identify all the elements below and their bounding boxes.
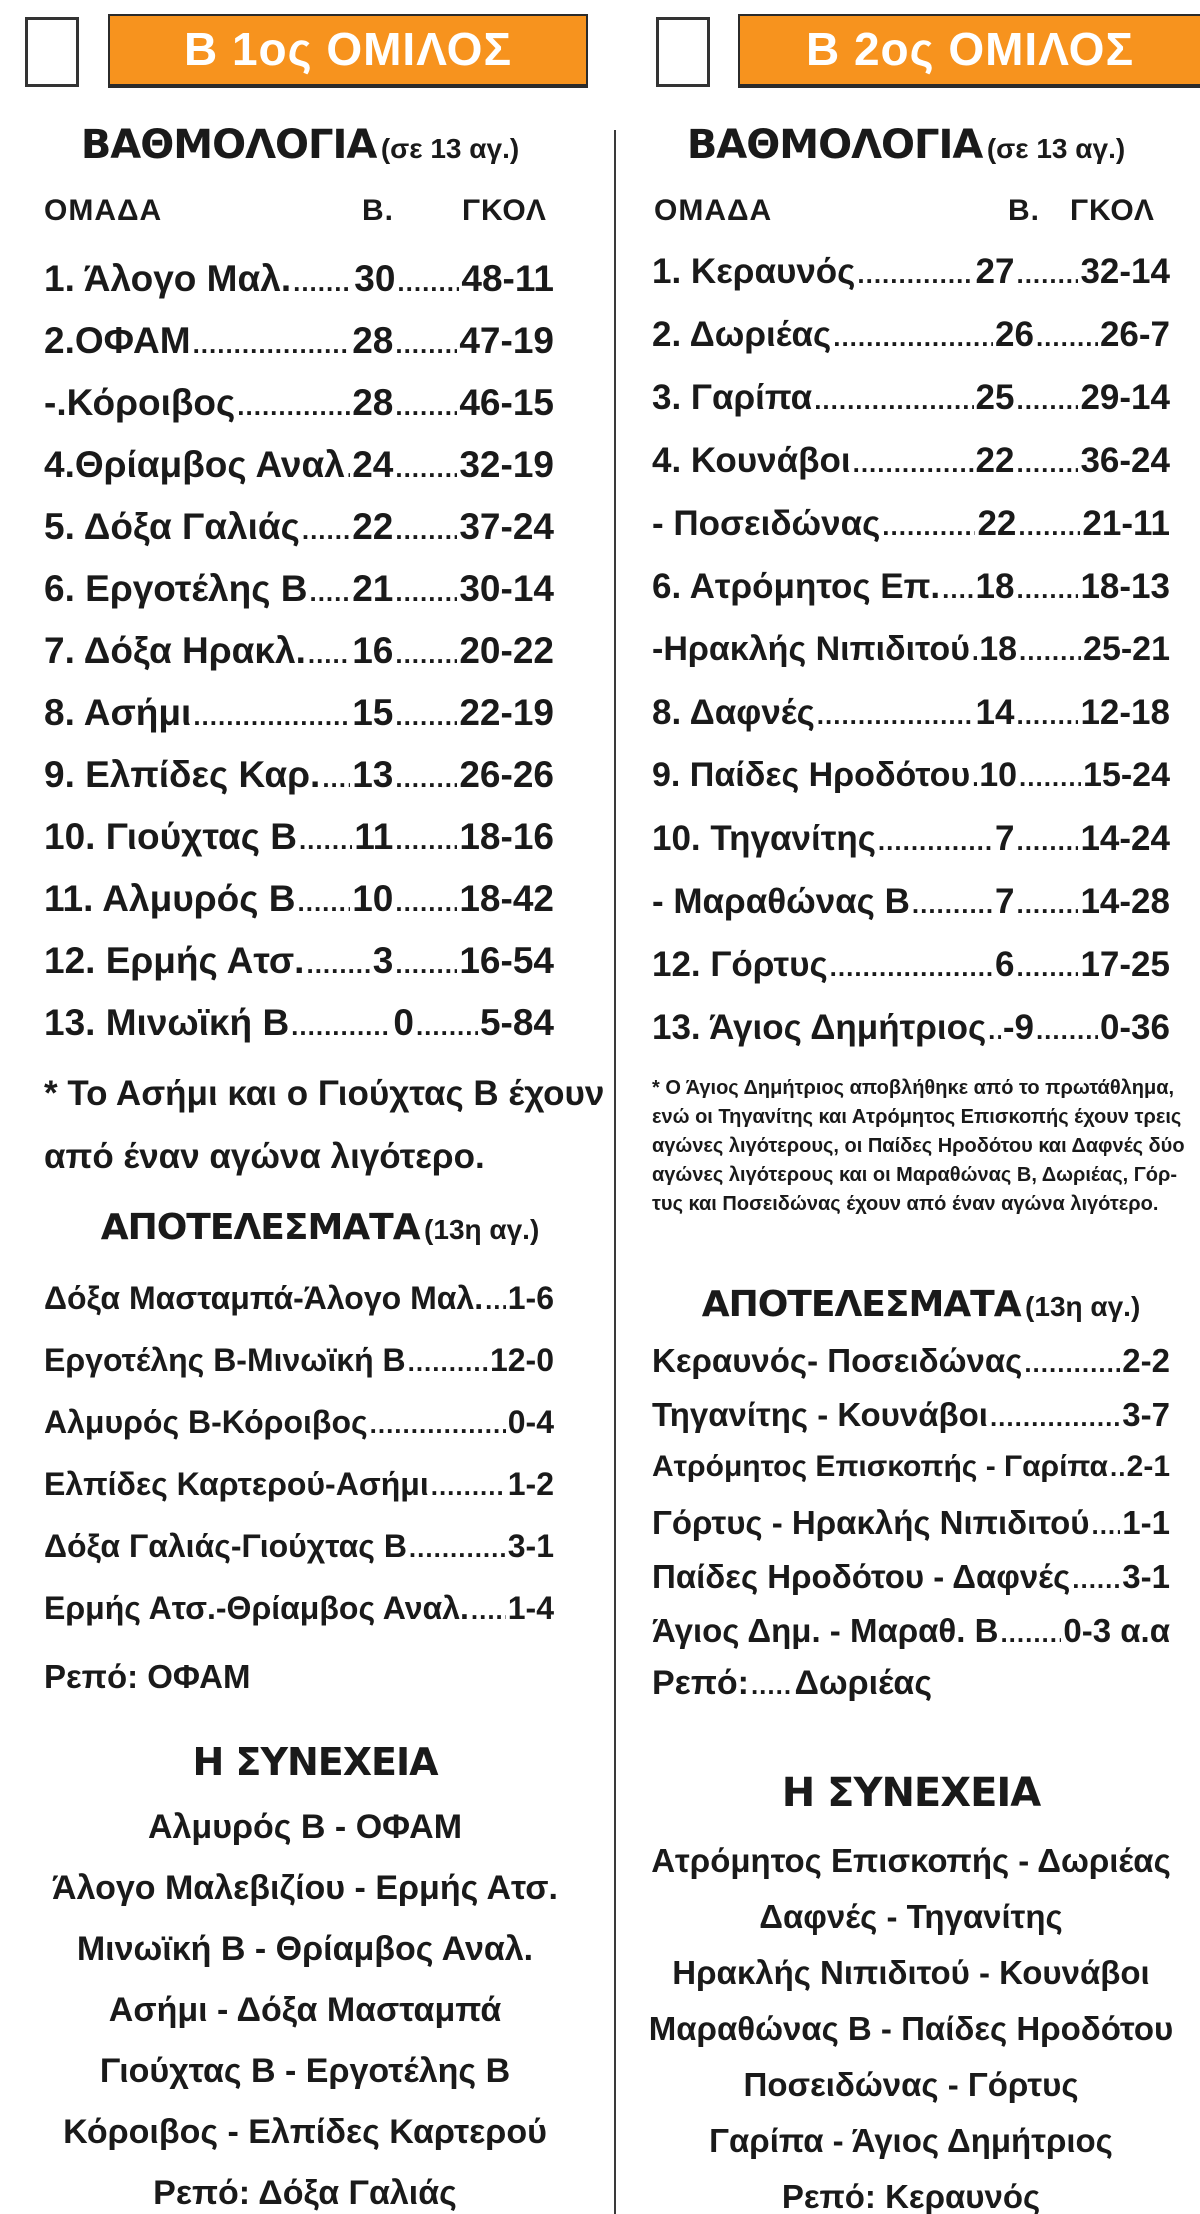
match-score: 1-6 [507, 1280, 554, 1316]
team-name: 2.ΟΦΑΜ [44, 320, 191, 361]
match-score: 3-1 [1122, 1558, 1170, 1595]
team-name: 7. Δόξα Ηρακλ. [44, 630, 306, 671]
match-score: 2-2 [1122, 1342, 1170, 1379]
leader-dots [416, 1011, 478, 1042]
team-goals: 26-26 [459, 754, 554, 795]
team-name: 6. Εργοτέλης Β [44, 568, 308, 609]
leader-dots [1110, 1452, 1125, 1483]
note-line: τυς και Ποσειδώνας έχουν από έναν αγώνα λιγότερο. [652, 1193, 1159, 1215]
standings-row [44, 382, 554, 438]
team-name: 1. Άλογο Μαλ. [44, 258, 292, 299]
team-points: 6 [995, 945, 1015, 984]
team-name: 2. Δωριέας [652, 315, 832, 354]
group2-note [652, 1074, 1185, 1219]
leader-dots [322, 763, 350, 794]
team-name: 1. Κεραυνός [652, 252, 856, 291]
team-points: 13 [352, 754, 394, 795]
team-goals: 22-19 [459, 692, 554, 733]
leader-dots [193, 329, 351, 360]
column-divider [614, 130, 616, 2214]
standings-row [44, 320, 554, 376]
leader-dots [853, 448, 974, 479]
team-name: 9. Παίδες Ηροδότου [652, 756, 971, 794]
team-goals: 18-13 [1080, 567, 1170, 606]
team-points: 14 [975, 693, 1015, 732]
leader-dots [302, 515, 350, 546]
team-name: 12. Ερμής Ατσ. [44, 940, 305, 981]
leader-dots [814, 385, 973, 416]
leader-dots [1000, 1618, 1061, 1649]
group2-next-title [622, 1770, 1200, 1816]
team-goals: 26-7 [1099, 315, 1170, 354]
leader-dots [370, 1409, 506, 1440]
match-score: 1-1 [1122, 1504, 1170, 1541]
group2-results-title [622, 1284, 1200, 1325]
team-points: 18 [979, 630, 1018, 668]
leader-dots [395, 949, 457, 980]
leader-dots [395, 825, 457, 856]
leader-dots [395, 701, 457, 732]
match-teams: Κεραυνός- Ποσειδώνας [652, 1342, 1023, 1379]
team-name: 3. Γαρίπα [652, 378, 813, 417]
team-points: 7 [995, 819, 1015, 858]
results-title-text: ΑΠΟΤΕΛΕΣΜΑΤΑ [701, 1284, 1021, 1325]
note-line: αγώνες λιγότερους, οι Παίδες Ηροδότου και Δαφνές δύο [652, 1135, 1185, 1157]
team-points: -9 [1002, 1008, 1034, 1047]
note-line: * Ο Άγιος Δημήτριος αποβλήθηκε από το πρωτάθλημα, [652, 1077, 1175, 1099]
rest-label: Ρεπό: [652, 1664, 749, 1702]
match-teams: Παίδες Ηροδότου - Δαφνές [652, 1558, 1071, 1595]
group1-next-title [0, 1740, 610, 1784]
result-row [652, 1342, 1170, 1398]
match-teams: Δόξα Μασταμπά-Άλογο Μαλ. [44, 1280, 484, 1316]
team-name: 8. Δαφνές [652, 693, 815, 732]
group1-results-title [0, 1207, 610, 1248]
leader-dots [830, 952, 993, 983]
standings-title-text: ΒΑΘΜΟΛΟΓΙΑ [686, 122, 983, 168]
leader-dots [990, 1402, 1120, 1433]
leader-dots [395, 515, 457, 546]
leader-dots [912, 889, 993, 920]
leader-dots [395, 639, 457, 670]
standings-row [44, 816, 554, 872]
team-name: 5. Δόξα Γαλιάς [44, 506, 300, 547]
next-fixture: Ρεπό: Δόξα Γαλιάς [153, 2174, 457, 2212]
team-goals: 14-28 [1080, 882, 1170, 921]
group2-rest [652, 1664, 932, 1720]
leader-dots [306, 949, 370, 980]
standings-row [44, 630, 554, 686]
team-goals: 14-24 [1080, 819, 1170, 858]
match-teams: Γόρτυς - Ηρακλής Νιπιδιτού [652, 1504, 1090, 1541]
leader-dots [1016, 700, 1078, 731]
note-line: από έναν αγώνα λιγότερο. [44, 1137, 485, 1176]
leader-dots [1016, 826, 1078, 857]
team-points: 30 [354, 258, 396, 299]
note-line: * Το Ασήμι και ο Γιούχτας Β έχουν [44, 1074, 605, 1113]
group2-checkbox-box [656, 17, 710, 87]
match-score: 12-0 [489, 1342, 554, 1378]
next-fixture: Δαφνές - Τηγανίτης [759, 1898, 1063, 1935]
team-name: 13. Μινωϊκή Β [44, 1002, 290, 1043]
leader-dots [942, 574, 973, 605]
team-points: 22 [352, 506, 394, 547]
team-name: 9. Ελπίδες Καρ. [44, 754, 321, 795]
team-goals: 18-16 [459, 816, 554, 857]
team-name: 13. Άγιος Δημήτριος [652, 1008, 987, 1047]
match-teams: Ελπίδες Καρτερού-Ασήμι [44, 1466, 429, 1502]
team-goals: 37-24 [459, 506, 554, 547]
standings-row [652, 378, 1170, 434]
team-goals: 15-24 [1083, 756, 1170, 794]
standings-row [652, 567, 1170, 623]
leader-dots [298, 887, 351, 918]
note-line: αγώνες λιγότερους και οι Μαραθώνας Β, Δωριέας, Γόρ- [652, 1164, 1177, 1186]
next-title-text: Η ΣΥΝΕΧΕΙΑ [192, 1740, 438, 1784]
team-points: 10 [979, 756, 1018, 794]
standings-row [44, 940, 554, 996]
leader-dots [1016, 574, 1078, 605]
standings-row [44, 444, 554, 500]
col-header-team: ΟΜΑΔΑ [44, 194, 163, 227]
next-fixture: Κόροιβος - Ελπίδες Καρτερού [63, 2113, 547, 2151]
leader-dots [1036, 322, 1098, 353]
leader-dots [291, 1011, 391, 1042]
standings-row [652, 504, 1170, 560]
team-points: 24 [352, 444, 394, 485]
team-name: -.Κόροιβος [44, 382, 236, 423]
leader-dots [1016, 259, 1078, 290]
team-goals: 29-14 [1080, 378, 1170, 417]
next-fixture: Αλμυρός Β - ΟΦΑΜ [147, 1808, 463, 1846]
result-row [652, 1504, 1170, 1560]
group2-header: B 2ος ΟΜΙΛΟΣ [738, 14, 1200, 88]
team-name: - Ποσειδώνας [652, 504, 881, 543]
standings-subtitle: (σε 13 αγ.) [986, 133, 1126, 164]
team-goals: 5-84 [479, 1002, 554, 1043]
results-subtitle: (13η αγ.) [424, 1214, 540, 1245]
team-goals: 32-14 [1080, 252, 1170, 291]
leader-dots [237, 391, 350, 422]
match-teams: Τηγανίτης - Κουνάβοι [652, 1396, 988, 1433]
standings-row [652, 630, 1170, 686]
team-points: 25 [975, 378, 1015, 417]
standings-row [44, 258, 554, 314]
next-fixture: Ρεπό: Κεραυνός [781, 2178, 1041, 2214]
next-fixture: Ατρόμητος Επισκοπής - Δωριέας [651, 1842, 1171, 1879]
team-name: 10. Τηγανίτης [652, 819, 876, 858]
note-line: ενώ οι Τηγανίτης και Ατρόμητος Επισκοπής έχουν τρεις [652, 1106, 1182, 1128]
leader-dots [878, 826, 993, 857]
leader-dots [833, 322, 993, 353]
match-score: 1-2 [507, 1466, 554, 1502]
leader-dots [193, 701, 350, 732]
standings-row [652, 882, 1170, 938]
team-points: 27 [975, 252, 1015, 291]
team-points: 22 [977, 504, 1017, 543]
standings-row [652, 252, 1170, 308]
standings-row [652, 819, 1170, 875]
match-teams: Άγιος Δημ. - Μαραθ. Β [652, 1612, 999, 1649]
team-goals: 0-36 [1099, 1008, 1170, 1047]
team-name: 8. Ασήμι [44, 692, 192, 733]
next-fixture: Γαρίπα - Άγιος Δημήτριος [709, 2122, 1113, 2159]
leader-dots [395, 577, 457, 608]
team-goals: 17-25 [1080, 945, 1170, 984]
team-points: 21 [352, 568, 394, 609]
leader-dots [308, 639, 350, 670]
team-points: 3 [372, 940, 394, 981]
team-name: - Μαραθώνας Β [652, 882, 910, 921]
match-score: 1-4 [507, 1590, 554, 1626]
leader-dots [485, 1285, 506, 1316]
group2-column [622, 0, 1200, 2214]
next-fixture: Ασήμι - Δόξα Μασταμπά [108, 1991, 502, 2029]
team-goals: 46-15 [459, 382, 554, 423]
leader-dots [408, 1347, 488, 1378]
leader-dots [988, 1015, 1001, 1046]
standings-row [44, 878, 554, 934]
next-title-text: Η ΣΥΝΕΧΕΙΑ [781, 1770, 1041, 1816]
team-points: 0 [393, 1002, 414, 1043]
match-teams: Ατρόμητος Επισκοπής - Γαρίπα [652, 1450, 1108, 1483]
leader-dots [395, 887, 457, 918]
next-fixture: Ηρακλής Νιπιδιτού - Κουνάβοι [672, 1954, 1150, 1991]
team-points: 18 [975, 567, 1015, 606]
match-teams: Αλμυρός Β-Κόροιβος [44, 1404, 368, 1440]
group1-header: B 1ος ΟΜΙΛΟΣ [108, 14, 588, 88]
match-teams: Ερμής Ατσ.-Θρίαμβος Αναλ. [44, 1590, 469, 1626]
leader-dots [299, 825, 352, 856]
standings-row [44, 568, 554, 624]
leader-dots [293, 267, 352, 298]
result-row [44, 1590, 554, 1646]
match-teams: Δόξα Γαλιάς-Γιούχτας Β [44, 1528, 407, 1564]
team-points: 11 [354, 816, 394, 857]
leader-dots [1036, 1015, 1098, 1046]
col-header-goals: ΓΚΟΛ [462, 194, 547, 227]
rest-team: Δωριέας [794, 1664, 932, 1702]
team-name: -Ηρακλής Νιπιδιτού [652, 630, 970, 668]
leader-dots [1072, 1564, 1120, 1595]
leader-dots [347, 453, 350, 484]
leader-dots [1019, 636, 1081, 667]
result-row [44, 1404, 554, 1460]
leader-dots [409, 1533, 506, 1564]
team-goals: 25-21 [1083, 630, 1170, 668]
leader-dots [431, 1471, 506, 1502]
leader-dots [857, 259, 973, 290]
match-score: 2-1 [1126, 1450, 1170, 1483]
team-goals: 30-14 [459, 568, 554, 609]
match-teams: Εργοτέλης Β-Μινωϊκή Β [44, 1342, 406, 1378]
next-fixture: Άλογο Μαλεβιζίου - Ερμής Ατσ. [52, 1869, 558, 1907]
results-subtitle: (13η αγ.) [1025, 1291, 1141, 1322]
team-name: 6. Ατρόμητος Επ. [652, 567, 941, 606]
team-points: 10 [352, 878, 394, 919]
leader-dots [1019, 762, 1081, 793]
leader-dots [1018, 511, 1080, 542]
group1-note [44, 1062, 604, 1188]
col-header-goals: ΓΚΟΛ [1070, 194, 1155, 227]
standings-row [652, 756, 1170, 812]
leader-dots [817, 700, 974, 731]
team-name: 12. Γόρτυς [652, 945, 828, 984]
result-row [44, 1528, 554, 1584]
result-row [652, 1558, 1170, 1614]
team-points: 16 [352, 630, 394, 671]
standings-row [44, 1002, 554, 1058]
results-title-text: ΑΠΟΤΕΛΕΣΜΑΤΑ [100, 1207, 420, 1248]
result-row [44, 1466, 554, 1522]
result-row [652, 1450, 1170, 1506]
result-row [652, 1612, 1170, 1668]
leader-dots [1024, 1348, 1120, 1379]
standings-title-text: ΒΑΘΜΟΛΟΓΙΑ [80, 122, 377, 168]
next-fixture: Γιούχτας Β - Εργοτέλης Β [99, 2052, 511, 2090]
team-goals: 20-22 [459, 630, 554, 671]
standings-row [652, 441, 1170, 497]
team-goals: 47-19 [459, 320, 554, 361]
team-points: 26 [995, 315, 1034, 354]
leader-dots [751, 1670, 793, 1701]
match-score: 3-1 [507, 1528, 554, 1564]
col-header-points: Β. [362, 194, 394, 227]
standings-row [652, 693, 1170, 749]
leader-dots [1016, 385, 1078, 416]
standings-row [44, 754, 554, 810]
team-name: 10. Γιούχτας Β [44, 816, 297, 857]
group1-standings-title [0, 122, 610, 168]
standings-row [652, 945, 1170, 1001]
team-points: 15 [352, 692, 394, 733]
next-fixture: Μινωϊκή Β - Θρίαμβος Αναλ. [76, 1930, 534, 1968]
group2-standings-title [622, 122, 1200, 168]
standings-row [652, 1008, 1170, 1064]
leader-dots [1016, 952, 1078, 983]
next-fixture: Ποσειδώνας - Γόρτυς [743, 2066, 1079, 2103]
team-name: 4.Θρίαμβος Αναλ [44, 444, 345, 485]
result-row [652, 1396, 1170, 1452]
leader-dots [471, 1595, 506, 1626]
standings-row [44, 692, 554, 748]
team-goals: 32-19 [459, 444, 554, 485]
match-score: 3-7 [1122, 1396, 1170, 1433]
group1-checkbox-box [25, 17, 79, 87]
team-name: 11. Αλμυρός Β [44, 878, 296, 919]
leader-dots [972, 762, 977, 793]
team-points: 7 [995, 882, 1015, 921]
leader-dots [1016, 448, 1078, 479]
team-points: 28 [352, 382, 394, 423]
result-row [44, 1342, 554, 1398]
team-goals: 12-18 [1080, 693, 1170, 732]
match-score: 0-4 [507, 1404, 554, 1440]
standings-subtitle: (σε 13 αγ.) [380, 133, 520, 164]
leader-dots [395, 329, 457, 360]
team-goals: 48-11 [461, 258, 554, 299]
team-points: 28 [352, 320, 394, 361]
standings-row [44, 506, 554, 562]
leader-dots [972, 636, 977, 667]
standings-row [652, 315, 1170, 371]
team-points: 22 [975, 441, 1015, 480]
leader-dots [309, 577, 350, 608]
leader-dots [397, 267, 459, 298]
team-goals: 16-54 [459, 940, 554, 981]
col-header-points: Β. [1008, 194, 1040, 227]
team-goals: 18-42 [459, 878, 554, 919]
team-goals: 36-24 [1080, 441, 1170, 480]
leader-dots [1016, 889, 1078, 920]
col-header-team: ΟΜΑΔΑ [654, 194, 773, 227]
team-goals: 21-11 [1082, 504, 1170, 543]
leader-dots [395, 763, 457, 794]
group1-rest: Ρεπό: ΟΦΑΜ [44, 1658, 251, 1695]
team-name: 4. Κουνάβοι [652, 441, 851, 480]
leader-dots [395, 391, 457, 422]
leader-dots [1091, 1510, 1120, 1541]
leader-dots [395, 453, 457, 484]
leader-dots [882, 511, 975, 542]
result-row [44, 1280, 554, 1336]
match-score: 0-3 α.α [1063, 1612, 1170, 1649]
next-fixture: Μαραθώνας Β - Παίδες Ηροδότου [648, 2010, 1174, 2047]
